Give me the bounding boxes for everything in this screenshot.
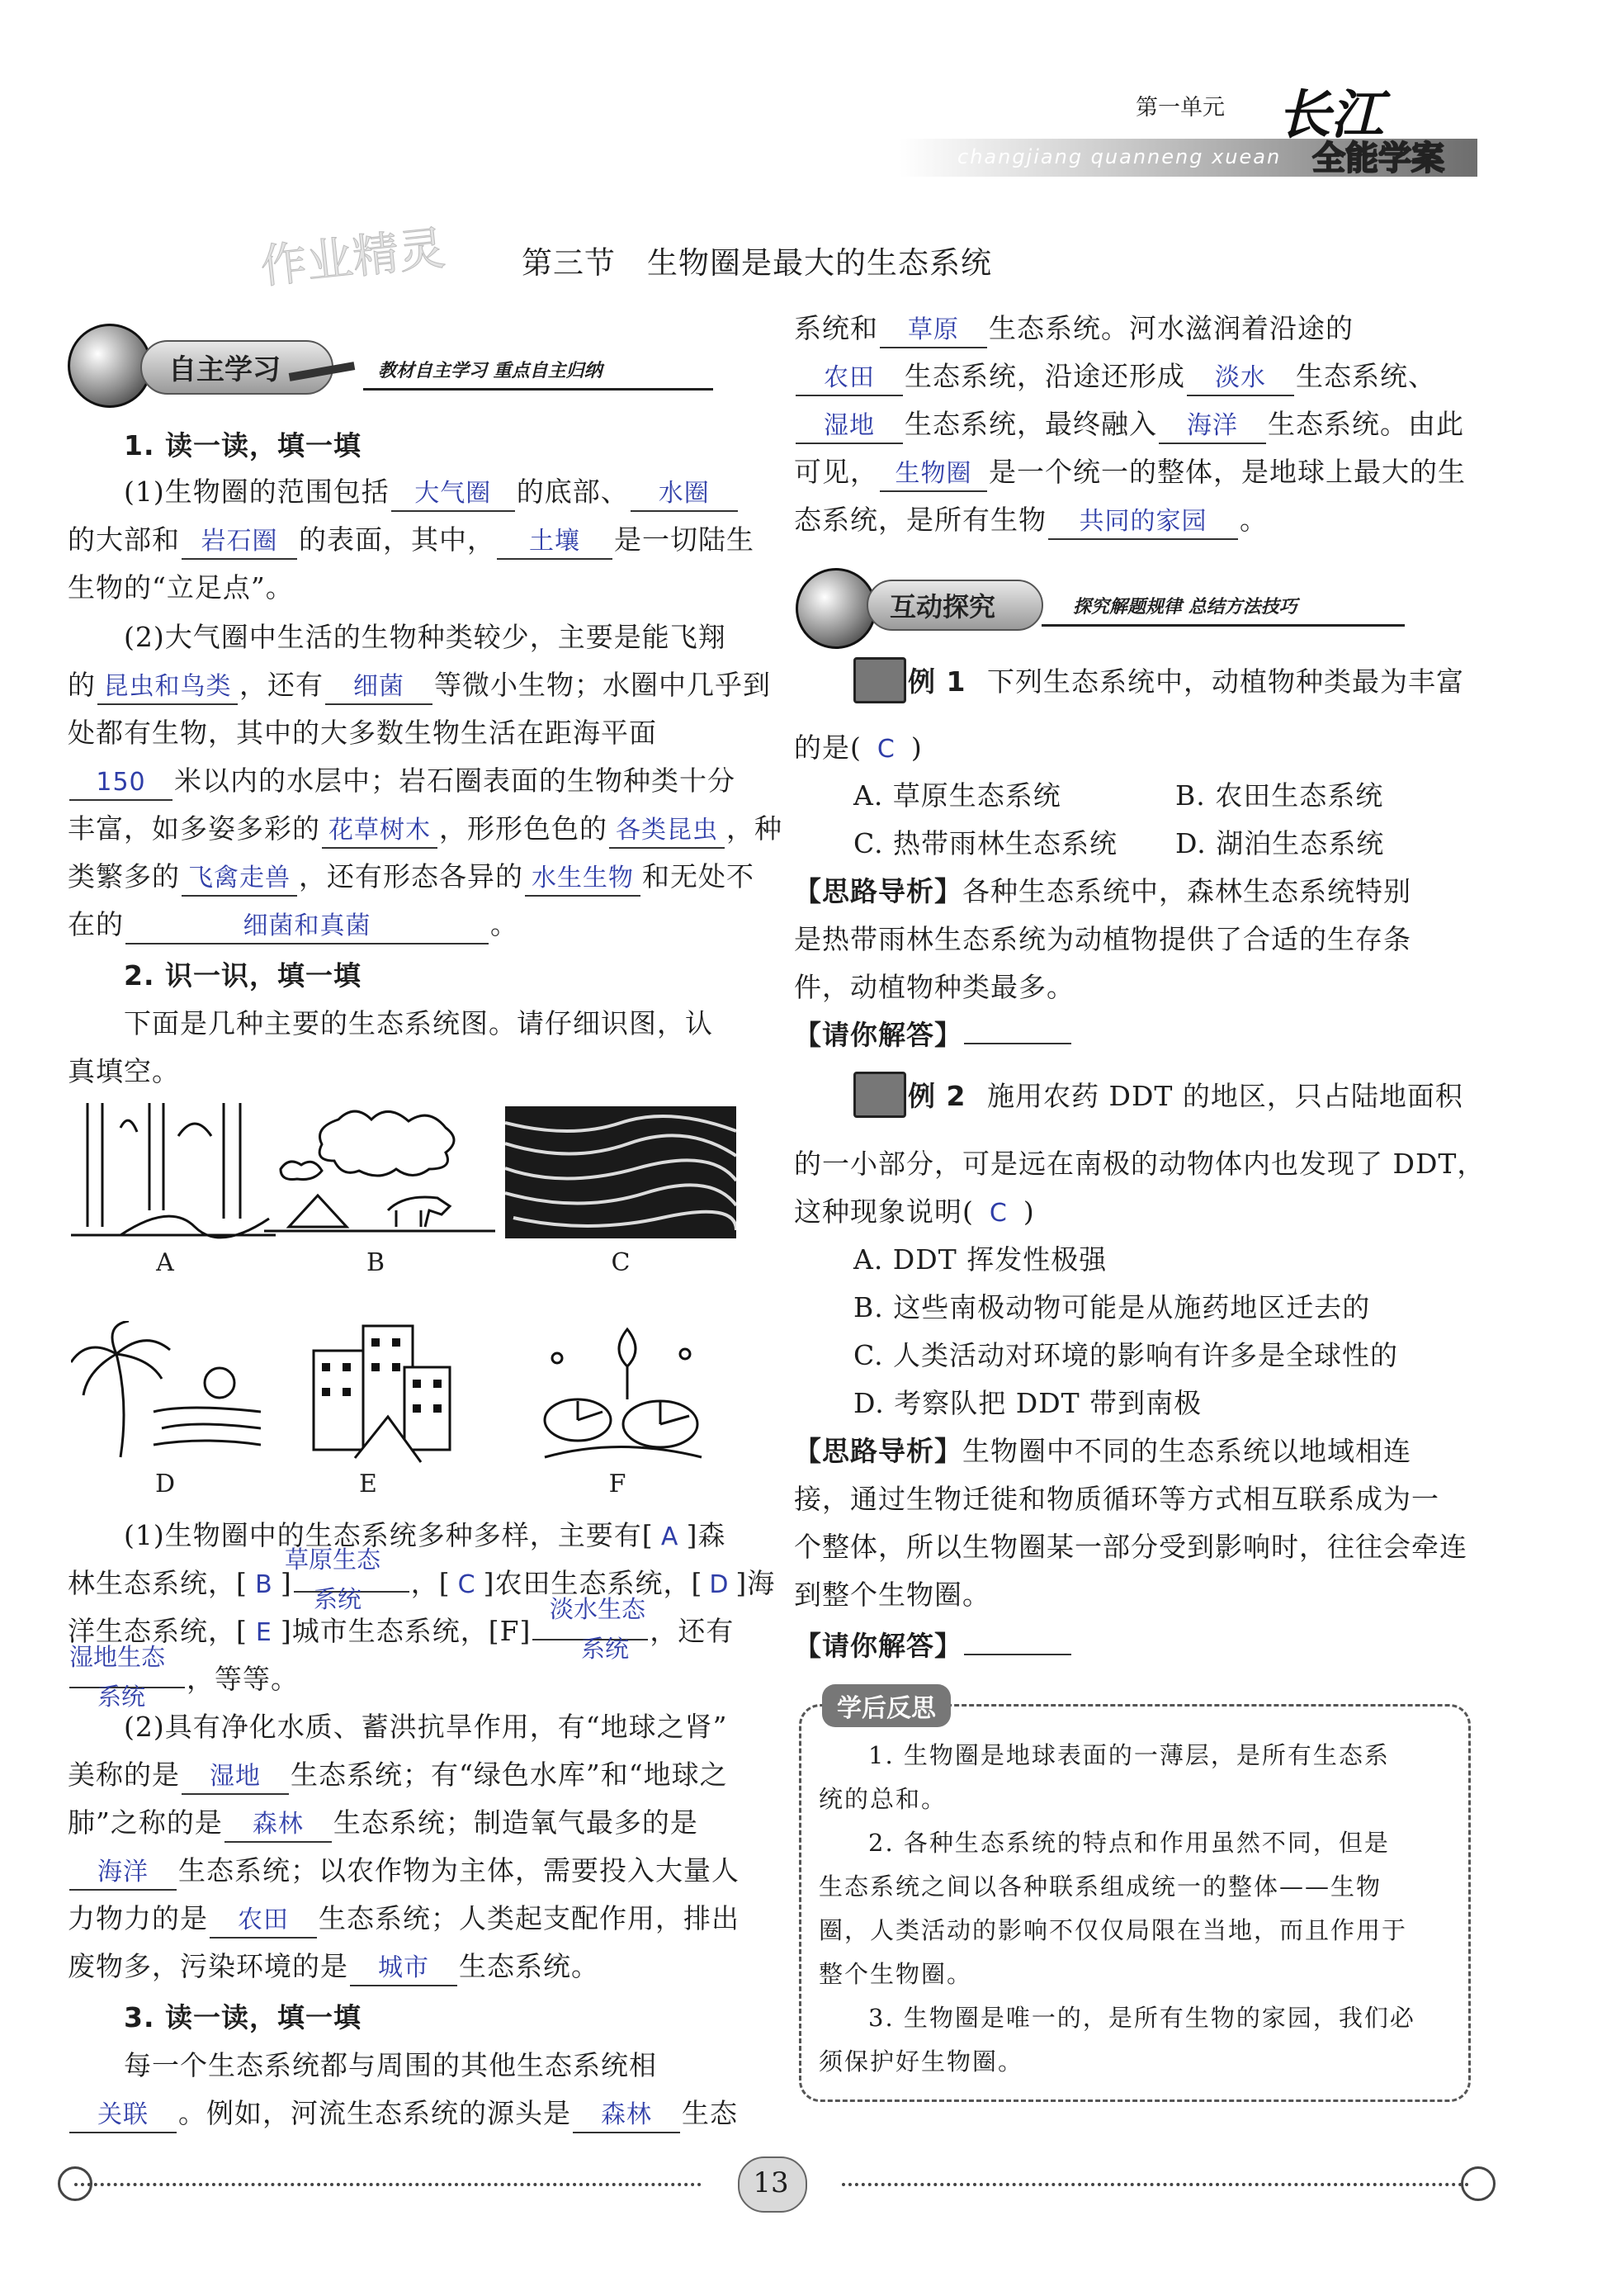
footer-rule-right xyxy=(842,2183,1469,2186)
answer-blank[interactable] xyxy=(964,1043,1071,1044)
answer-text: 系统 xyxy=(314,1585,362,1613)
example1-option-d[interactable]: D. 湖泊生态系统 xyxy=(1175,827,1385,859)
example2-guide-2: 接，通过生物迁徙和物质循环等方式相互联系成为一 xyxy=(794,1483,1439,1515)
q3-line2: 关联 。例如，河流生态系统的源头是 森林 生态 xyxy=(68,2095,738,2133)
q1-line5: 的 昆虫和鸟类 ，还有 细菌 等微小生物；水圈中几乎到 xyxy=(68,667,771,705)
figure-label-d: D xyxy=(154,1470,176,1498)
reflection-point-1: 1. 生物圈是地球表面的一薄层，是所有生态系 xyxy=(868,1741,1390,1769)
answer-text: 草原生态 xyxy=(285,1546,381,1574)
answer-blank[interactable]: 细菌和真菌 xyxy=(125,910,489,944)
brand-logo: 长江 xyxy=(1278,84,1383,146)
q2-line9: 力物力的是 农田 生态系统；人类起支配作用，排出 xyxy=(68,1901,740,1939)
footer-ornament-right xyxy=(1461,2166,1496,2201)
q3-line3: 系统和 草原 生态系统。河水滋润着沿途的 xyxy=(794,310,1354,348)
answer-blank[interactable]: 岩石圈 xyxy=(182,525,297,560)
q2-intro2: 真填空。 xyxy=(68,1055,180,1087)
q1-line3: 生物的“立足点”。 xyxy=(68,571,294,604)
q2-line5: (2)具有净化水质、蓄洪抗旱作用，有“地球之肾” xyxy=(124,1711,728,1743)
answer-blank[interactable]: 农田 xyxy=(796,362,903,396)
q3-line5: 湿地 生态系统，最终融入 海洋 生态系统。由此 xyxy=(794,406,1464,444)
section-title-interactive: 互动探究 xyxy=(890,591,996,623)
answer-bracket[interactable]: E xyxy=(255,1618,272,1647)
example2-question: 施用农药 DDT 的地区，只占陆地面积 xyxy=(987,1080,1463,1112)
answer-blank[interactable]: 细菌 xyxy=(325,670,432,705)
footer-ornament-left xyxy=(58,2166,92,2201)
answer-blank[interactable]: 水生生物 xyxy=(525,862,640,897)
section-title-self-study: 自主学习 xyxy=(168,353,281,386)
q3-line4: 农田 生态系统，沿途还形成 淡水 生态系统、 xyxy=(794,358,1436,396)
figure-grassland xyxy=(264,1103,495,1242)
figure-label-e: E xyxy=(359,1470,377,1498)
answer-blank[interactable]: 飞禽走兽 xyxy=(182,862,297,897)
figure-label-b: B xyxy=(366,1248,385,1277)
reflection-point-3: 3. 生物圈是唯一的，是所有生物的家园，我们必 xyxy=(868,2004,1415,2032)
example1-question: 下列生态系统中，动植物种类最为丰富 xyxy=(987,665,1464,698)
example1-guide-3: 件，动植物种类最多。 xyxy=(794,971,1075,1003)
example1-answer: 【请你解答】 xyxy=(794,1017,1073,1053)
answer-blank[interactable]: 150 xyxy=(69,766,172,801)
q1-line7: 150 米以内的水层中；岩石圈表面的生物种类十分 xyxy=(68,763,735,801)
globe-icon xyxy=(68,324,152,408)
q2-intro1: 下面是几种主要的生态系统图。请仔细识图，认 xyxy=(124,1007,713,1039)
answer-blank[interactable]: 森林 xyxy=(224,1808,332,1843)
reflection-point-2c: 圈，人类活动的影响不仅仅局限在当地，而且作用于 xyxy=(819,1916,1408,1944)
answer-text: 湿地生态 xyxy=(69,1643,166,1671)
q3-line6: 可见， 生物圈 是一个统一的整体，是地球上最大的生 xyxy=(794,454,1466,492)
figure-label-f: F xyxy=(608,1470,626,1498)
answer-blank[interactable]: 城市 xyxy=(350,1952,457,1986)
answer-text: 淡水生态 xyxy=(550,1595,646,1623)
reflection-point-1b: 统的总和。 xyxy=(819,1785,947,1813)
q1-line10: 在的 细菌和真菌 。 xyxy=(68,907,518,944)
section-tagline-interactive: 探究解题规律 总结方法技巧 xyxy=(1073,597,1297,618)
q1-line8: 丰富，如多姿多彩的 花草树木 ，形形色色的 各类昆虫 ，种 xyxy=(68,811,782,849)
q1-line6: 处都有生物，其中的大多数生物生活在距海平面 xyxy=(68,717,657,749)
answer-blank[interactable]: 海洋 xyxy=(1159,409,1266,444)
q2-line8: 海洋 生态系统；以农作物为主体，需要投入大量人 xyxy=(68,1853,740,1891)
figure-ocean xyxy=(71,1321,261,1461)
answer-blank[interactable]: 海洋 xyxy=(69,1856,177,1891)
figure-label-a: A xyxy=(156,1248,174,1277)
answer-blank[interactable]: 共同的家园 xyxy=(1048,505,1238,540)
section-tagline-self-study: 教材自主学习 重点自主归纳 xyxy=(378,361,603,381)
answer-blank[interactable]: 水圈 xyxy=(631,477,738,512)
answer-text: 系统 xyxy=(97,1683,146,1711)
example2-guide-4: 到整个生物圈。 xyxy=(794,1579,990,1611)
reflection-point-3b: 须保护好生物圈。 xyxy=(819,2047,1024,2076)
q2-line7: 肺”之称的是 森林 生态系统；制造氧气最多的是 xyxy=(68,1805,698,1843)
q2-line2: 林生态系统，[ B ] ，[ C ]农田生态系统，[ D ]海 xyxy=(68,1565,775,1603)
example2-question-2: 的一小部分，可是远在南极的动物体内也发现了 DDT， xyxy=(794,1148,1486,1180)
q2-line3: 洋生态系统，[ E ]城市生态系统，[F] ，还有 xyxy=(68,1613,734,1651)
example1-question-cont: 的是( C ) xyxy=(794,730,923,768)
example2-question-3: 这种现象说明( C ) xyxy=(794,1194,1035,1232)
reflection-content xyxy=(819,1734,1454,2084)
q2-line10: 废物多，污染环境的是 城市 生态系统。 xyxy=(68,1948,599,1986)
answer-blank[interactable]: 湿地 xyxy=(796,409,903,444)
watermark: 作业精灵 xyxy=(258,221,448,295)
answer-blank[interactable]: 农田 xyxy=(210,1904,317,1939)
q3-title: 3. 读一读，填一填 xyxy=(124,2001,362,2033)
q1-line4: (2)大气圈中生活的生物种类较少，主要是能飞翔 xyxy=(124,621,726,653)
figure-freshwater xyxy=(536,1321,710,1461)
q1-title: 1. 读一读，填一填 xyxy=(124,429,362,462)
answer-blank[interactable]: 草原 xyxy=(880,314,987,348)
answer-blank[interactable]: 森林 xyxy=(573,2099,680,2133)
reflection-title: 学后反思 xyxy=(822,1684,951,1727)
answer-blank[interactable]: 大气圈 xyxy=(391,477,515,512)
answer-bracket[interactable]: D xyxy=(709,1570,730,1599)
answer-blank[interactable]: 各类昆虫 xyxy=(609,814,725,849)
answer-choice[interactable]: C xyxy=(877,735,896,764)
figure-forest xyxy=(71,1103,276,1242)
figure-label-c: C xyxy=(611,1248,631,1277)
reflection-point-2d: 整个生物圈。 xyxy=(819,1960,973,1988)
answer-bracket[interactable]: B xyxy=(255,1570,273,1599)
page-title: 第三节 生物圈是最大的生态系统 xyxy=(522,245,992,281)
tagline-underline xyxy=(1042,624,1405,627)
globe-icon xyxy=(796,568,877,649)
answer-bracket[interactable]: C xyxy=(457,1570,476,1599)
q2-line1: (1)生物圈中的生态系统多种多样，主要有[ A ]森 xyxy=(124,1517,726,1555)
figure-city xyxy=(305,1318,454,1466)
example-icon xyxy=(853,657,906,703)
answer-blank[interactable]: 淡水 xyxy=(1187,362,1294,396)
example1-guide-2: 是热带雨林生态系统为动植物提供了合适的生存条 xyxy=(794,923,1411,955)
answer-blank[interactable]: 土壤 xyxy=(497,525,612,560)
q2-line6: 美称的是 湿地 生态系统；有“绿色水库”和“地球之 xyxy=(68,1757,728,1795)
example2-answer: 【请你解答】 xyxy=(794,1628,1073,1664)
footer-rule-left xyxy=(74,2183,702,2186)
example2-option-c[interactable]: C. 人类活动对环境的影响有许多是全球性的 xyxy=(853,1339,1399,1371)
q2-line4: ，等等。 xyxy=(68,1661,299,1697)
answer-blank[interactable] xyxy=(964,1654,1071,1655)
q1-line1: (1)生物圈的范围包括 大气圈 的底部、 水圈 xyxy=(124,474,740,512)
q3-line1: 每一个生态系统都与周围的其他生态系统相 xyxy=(124,2049,657,2081)
example2-option-d[interactable]: D. 考察队把 DDT 带到南极 xyxy=(853,1387,1203,1419)
example2-guide-3: 个整体，所以生物圈某一部分受到影响时，往往会牵连 xyxy=(794,1531,1467,1563)
example2-guide: 【思路导析】生物圈中不同的生态系统以地域相连 xyxy=(794,1435,1411,1467)
answer-choice[interactable]: C xyxy=(989,1199,1008,1228)
q1-line9: 类繁多的 飞禽走兽 ，还有形态各异的 水生生物 和无处不 xyxy=(68,859,754,897)
brand-pinyin: changjiang quanneng xuean xyxy=(957,145,1282,168)
example1-label: 例 1 xyxy=(908,665,966,698)
example1-option-a[interactable]: A. 草原生态系统 xyxy=(853,779,1061,812)
answer-blank[interactable]: 昆虫和鸟类 xyxy=(97,670,238,705)
example2-option-a[interactable]: A. DDT 挥发性极强 xyxy=(853,1243,1108,1276)
example1-option-b[interactable]: B. 农田生态系统 xyxy=(1175,779,1384,812)
page-number: 13 xyxy=(753,2166,789,2199)
answer-blank[interactable]: 生物圈 xyxy=(880,457,987,492)
answer-blank[interactable]: 湿地 xyxy=(182,1760,289,1795)
example1-option-c[interactable]: C. 热带雨林生态系统 xyxy=(853,827,1118,859)
example2-label: 例 2 xyxy=(908,1080,966,1112)
unit-label: 第一单元 xyxy=(1136,95,1225,121)
example-icon xyxy=(853,1072,906,1118)
tagline-underline xyxy=(363,388,713,391)
answer-blank[interactable]: 花草树木 xyxy=(322,814,437,849)
q3-line7: 态系统，是所有生物 共同的家园 。 xyxy=(794,502,1268,540)
q2-title: 2. 识一识，填一填 xyxy=(124,959,362,992)
q1-line2: 的大部和 岩石圈 的表面，其中， 土壤 是一切陆生 xyxy=(68,522,754,560)
figure-farmland xyxy=(505,1106,736,1238)
brand-name: 全能学案 xyxy=(1312,140,1444,178)
answer-blank[interactable]: 关联 xyxy=(69,2099,177,2133)
answer-text: 系统 xyxy=(581,1635,630,1663)
answer-bracket[interactable]: A xyxy=(660,1522,679,1551)
example2-option-b[interactable]: B. 这些南极动物可能是从施药地区迁去的 xyxy=(853,1291,1371,1323)
reflection-point-2b: 生态系统之间以各种联系组成统一的整体——生物 xyxy=(819,1872,1382,1901)
reflection-point-2: 2. 各种生态系统的特点和作用虽然不同，但是 xyxy=(868,1829,1390,1857)
example1-guide: 【思路导析】各种生态系统中，森林生态系统特别 xyxy=(794,875,1411,907)
